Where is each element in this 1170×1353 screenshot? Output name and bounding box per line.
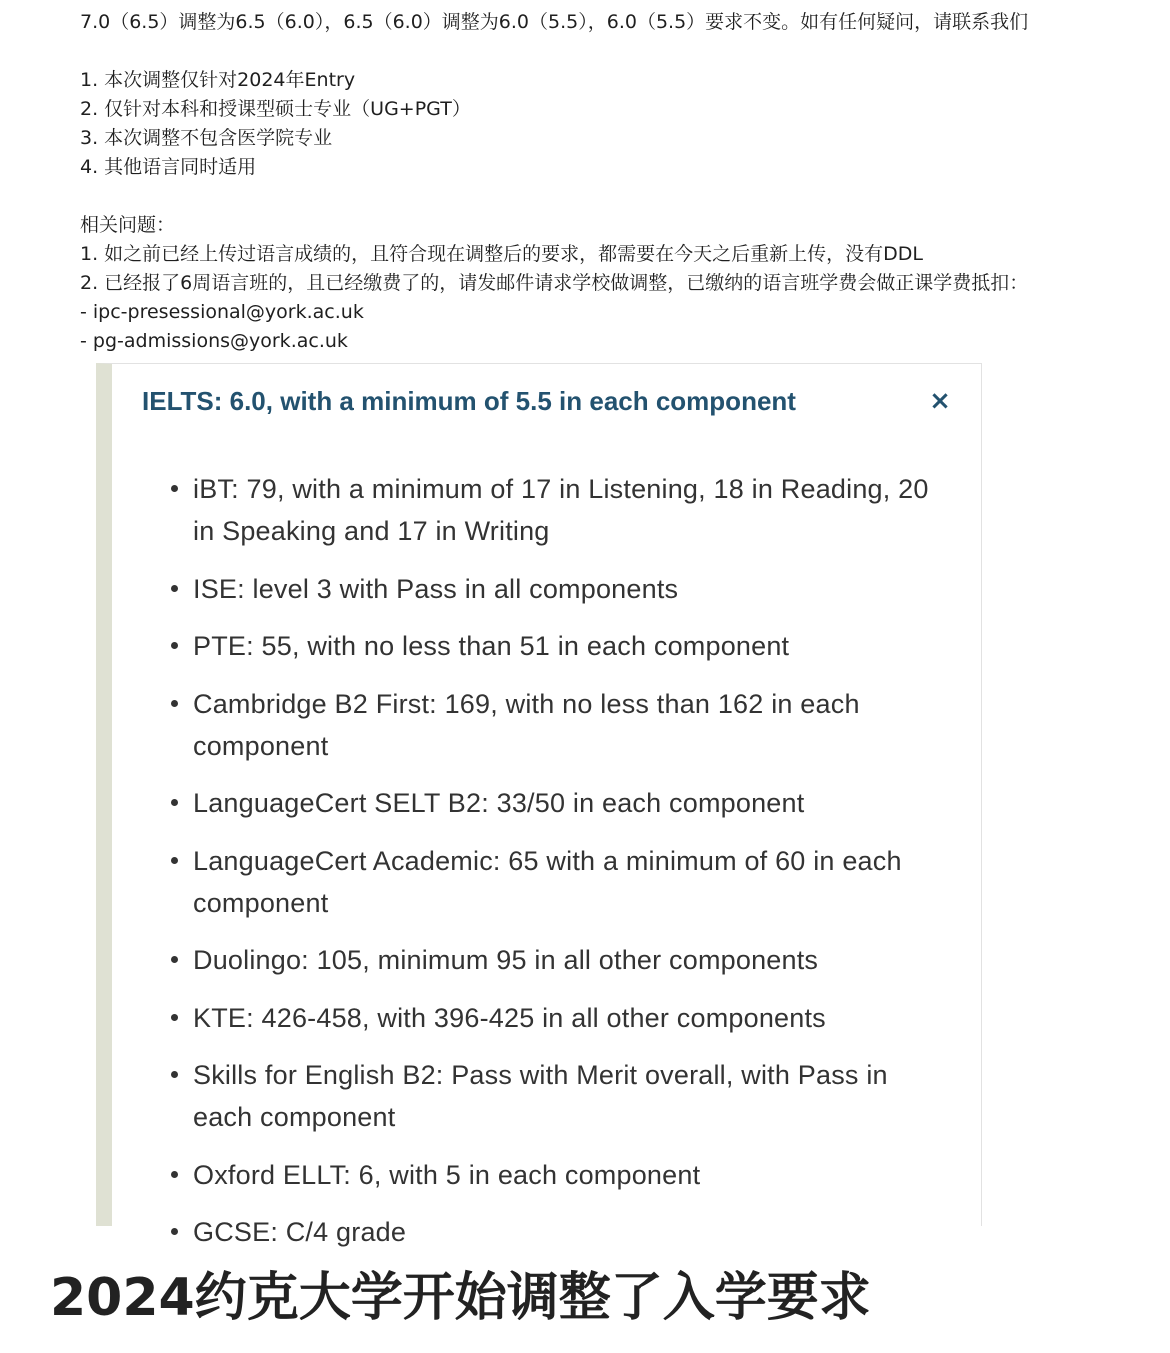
list-item [112, 683, 952, 767]
notice-email: - ipc-presessional@york.ac.uk [80, 301, 364, 323]
list-item-text: Duolingo: 105, minimum 95 in all other components [193, 945, 819, 975]
bullet-icon [171, 585, 178, 592]
bullet-icon [171, 1228, 178, 1235]
list-item [112, 939, 952, 981]
bullet-icon [171, 857, 178, 864]
bullet-icon [171, 799, 178, 806]
list-item [112, 1154, 952, 1196]
list-item [112, 1054, 952, 1138]
bullet-icon [171, 1014, 178, 1021]
list-item-text: Oxford ELLT: 6, with 5 in each component [193, 1159, 701, 1190]
notice-email: - pg-admissions@york.ac.uk [80, 330, 348, 352]
notice-line: 2. 仅针对本科和授课型硕士专业（UG+PGT） [80, 98, 471, 120]
list-item-text: KTE: 426-458, with 396-425 in all other components [193, 1002, 826, 1033]
list-item-text: LanguageCert SELT B2: 33/50 in each component [193, 788, 805, 818]
list-item [112, 997, 952, 1039]
bullet-icon [171, 485, 178, 492]
notice-line: 4. 其他语言同时适用 [80, 156, 257, 178]
panel-title: IELTS: 6.0, with a minimum of 5.5 in each component [142, 386, 796, 416]
bullet-icon [171, 956, 178, 963]
list-item-text: Skills for English B2: Pass with Merit overall, with Pass in each component [193, 1060, 888, 1132]
requirements-list [112, 468, 952, 1269]
list-item [112, 840, 952, 924]
bullet-icon [171, 1171, 178, 1178]
list-item-text: PTE: 55, with no less than 51 in each component [193, 631, 790, 661]
bullet-icon [171, 642, 178, 649]
list-item-text: LanguageCert Academic: 65 with a minimum of 60 in each component [193, 845, 902, 918]
caption-title: 2024约克大学开始调整了入学要求 [50, 1268, 871, 1328]
list-item-text: iBT: 79, with a minimum of 17 in Listening, 18 in Reading, 20 in Speaking and 17 in Writing [193, 474, 929, 546]
notice-line: 7.0（6.5）调整为6.5（6.0），6.5（6.0）调整为6.0（5.5），6.0（5.5）要求不变。如有任何疑问，请联系我们 [80, 11, 1029, 33]
english-requirements-panel [96, 363, 982, 1247]
notice-spacer [80, 37, 1170, 66]
list-item-text: ISE: level 3 with Pass in all components [193, 573, 679, 604]
notice-text [80, 8, 1170, 356]
notice-line: 1. 如之前已经上传过语言成绩的，且符合现在调整后的要求，都需要在今天之后重新上传，没有DDL [80, 243, 924, 265]
notice-line: 2. 已经报了6周语言班的，且已经缴费了的，请发邮件请求学校做调整，已缴纳的语言班学费会做正课学费抵扣： [80, 272, 1029, 294]
close-icon[interactable]: × [929, 386, 951, 416]
list-item [112, 468, 952, 552]
notice-line: 3. 本次调整不包含医学院专业 [80, 127, 333, 149]
list-item [112, 1211, 952, 1253]
list-item-text: Cambridge B2 First: 169, with no less than 162 in each component [193, 688, 860, 761]
bullet-icon [171, 700, 178, 707]
list-item [112, 782, 952, 824]
notice-line: 相关问题： [80, 214, 176, 236]
list-item [112, 625, 952, 667]
list-item [112, 568, 952, 610]
bullet-icon [171, 1071, 178, 1078]
notice-line: 1. 本次调整仅针对2024年Entry [80, 69, 356, 91]
notice-spacer [80, 182, 1170, 211]
list-item-text: GCSE: C/4 grade [193, 1217, 407, 1247]
